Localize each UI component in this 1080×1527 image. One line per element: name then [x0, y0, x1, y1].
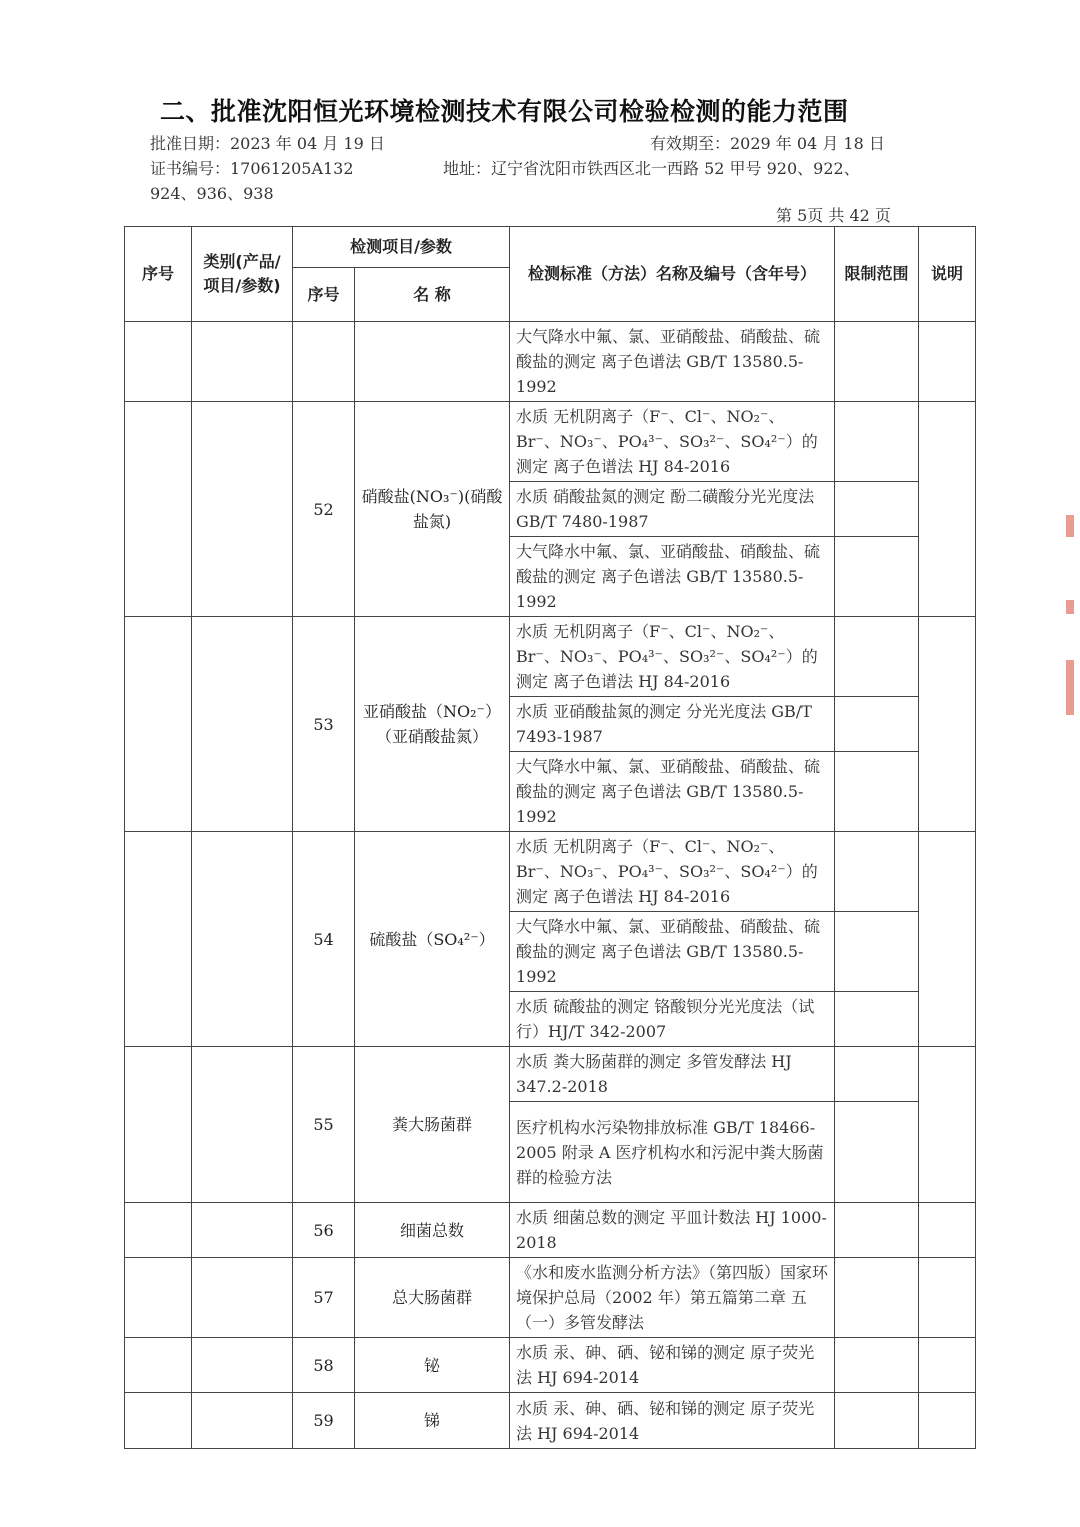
limit-cell — [835, 752, 919, 832]
item-no-cell: 58 — [293, 1338, 355, 1393]
item-no-cell: 56 — [293, 1203, 355, 1258]
note-cell — [919, 402, 976, 617]
standard-cell: 水质 汞、砷、硒、铋和锑的测定 原子荧光法 HJ 694-2014 — [510, 1338, 835, 1393]
item-name-cell: 铋 — [355, 1338, 510, 1393]
standard-cell: 大气降水中氟、氯、亚硝酸盐、硝酸盐、硫酸盐的测定 离子色谱法 GB/T 13580.5-1992 — [510, 912, 835, 992]
header-item-name: 名 称 — [355, 268, 510, 322]
category-cell — [192, 1203, 293, 1258]
category-cell — [192, 402, 293, 617]
stamp-edge-mark — [1066, 660, 1074, 715]
limit-cell — [835, 482, 919, 537]
limit-cell — [835, 912, 919, 992]
standard-cell: 大气降水中氟、氯、亚硝酸盐、硝酸盐、硫酸盐的测定 离子色谱法 GB/T 13580.5-1992 — [510, 537, 835, 617]
note-cell — [919, 832, 976, 1047]
limit-cell — [835, 1338, 919, 1393]
item-name-cell: 细菌总数 — [355, 1203, 510, 1258]
stamp-edge-mark — [1066, 600, 1074, 614]
note-cell — [919, 1258, 976, 1338]
seq-cell — [125, 1338, 192, 1393]
category-cell — [192, 1338, 293, 1393]
note-cell — [919, 322, 976, 402]
seq-cell — [125, 1047, 192, 1203]
category-cell — [192, 832, 293, 1047]
standard-cell: 水质 硝酸盐氮的测定 酚二磺酸分光光度法 GB/T 7480-1987 — [510, 482, 835, 537]
seq-cell — [125, 832, 192, 1047]
limit-cell — [835, 402, 919, 482]
seq-cell — [125, 1258, 192, 1338]
table-row — [125, 322, 976, 402]
standard-cell: 水质 汞、砷、硒、铋和锑的测定 原子荧光法 HJ 694-2014 — [510, 1393, 835, 1449]
item-name-cell: 粪大肠菌群 — [355, 1047, 510, 1203]
table-row — [125, 1203, 976, 1258]
limit-cell — [835, 1047, 919, 1102]
item-name-cell — [355, 322, 510, 402]
table-row — [125, 1047, 976, 1102]
standard-cell: 《水和废水监测分析方法》（第四版）国家环境保护总局（2002 年）第五篇第二章 五（一）多管发酵法 — [510, 1258, 835, 1338]
seq-cell — [125, 617, 192, 832]
note-cell — [919, 1338, 976, 1393]
page-info: 第 5页 共 42 页 — [776, 206, 891, 225]
standard-cell: 水质 无机阴离子（F⁻、Cl⁻、NO₂⁻、Br⁻、NO₃⁻、PO₄³⁻、SO₃²⁻、SO₄²⁻）的测定 离子色谱法 HJ 84-2016 — [510, 402, 835, 482]
item-no-cell: 54 — [293, 832, 355, 1047]
standard-cell: 水质 亚硝酸盐氮的测定 分光光度法 GB/T 7493-1987 — [510, 697, 835, 752]
standard-cell: 水质 无机阴离子（F⁻、Cl⁻、NO₂⁻、Br⁻、NO₃⁻、PO₄³⁻、SO₃²⁻、SO₄²⁻）的测定 离子色谱法 HJ 84-2016 — [510, 617, 835, 697]
limit-cell — [835, 1203, 919, 1258]
category-cell — [192, 1047, 293, 1203]
standard-cell: 大气降水中氟、氯、亚硝酸盐、硝酸盐、硫酸盐的测定 离子色谱法 GB/T 13580.5-1992 — [510, 752, 835, 832]
standard-cell: 水质 粪大肠菌群的测定 多管发酵法 HJ 347.2-2018 — [510, 1047, 835, 1102]
limit-cell — [835, 697, 919, 752]
limit-cell — [835, 992, 919, 1047]
limit-cell — [835, 832, 919, 912]
table-row — [125, 1338, 976, 1393]
standard-cell: 医疗机构水污染物排放标准 GB/T 18466-2005 附录 A 医疗机构水和污泥中粪大肠菌群的检验方法 — [510, 1102, 835, 1203]
table-row — [125, 832, 976, 912]
limit-cell — [835, 1258, 919, 1338]
stamp-edge-mark — [1066, 515, 1074, 537]
item-name-cell: 硫酸盐（SO₄²⁻） — [355, 832, 510, 1047]
table-row — [125, 402, 976, 482]
table-row — [125, 1258, 976, 1338]
category-cell — [192, 617, 293, 832]
limit-cell — [835, 617, 919, 697]
note-cell — [919, 617, 976, 832]
item-name-cell: 硝酸盐(NO₃⁻)(硝酸盐氮) — [355, 402, 510, 617]
seq-cell — [125, 322, 192, 402]
header-item-seq: 序号 — [293, 268, 355, 322]
address-line-1: 地址：辽宁省沈阳市铁西区北一西路 52 甲号 920、922、 — [443, 159, 860, 178]
certificate-number: 证书编号：17061205A132 — [150, 159, 354, 178]
item-no-cell: 52 — [293, 402, 355, 617]
item-no-cell: 55 — [293, 1047, 355, 1203]
seq-cell — [125, 1393, 192, 1449]
limit-cell — [835, 1393, 919, 1449]
item-name-cell: 亚硝酸盐（NO₂⁻）（亚硝酸盐氮） — [355, 617, 510, 832]
table-row — [125, 1393, 976, 1449]
standard-cell: 水质 硫酸盐的测定 铬酸钡分光光度法（试行）HJ/T 342-2007 — [510, 992, 835, 1047]
item-no-cell: 57 — [293, 1258, 355, 1338]
seq-cell — [125, 402, 192, 617]
limit-cell — [835, 1102, 919, 1203]
table-row — [125, 617, 976, 697]
category-cell — [192, 1393, 293, 1449]
note-cell — [919, 1203, 976, 1258]
limit-cell — [835, 322, 919, 402]
category-cell — [192, 322, 293, 402]
header-standard: 检测标准（方法）名称及编号（含年号） — [510, 227, 835, 322]
item-name-cell: 锑 — [355, 1393, 510, 1449]
item-name-cell: 总大肠菌群 — [355, 1258, 510, 1338]
header-item-group: 检测项目/参数 — [293, 227, 510, 268]
header-category: 类别(产品/项目/参数) — [192, 227, 293, 322]
seq-cell — [125, 1203, 192, 1258]
header-note: 说明 — [919, 227, 976, 322]
header-limit: 限制范围 — [835, 227, 919, 322]
limit-cell — [835, 537, 919, 617]
standard-cell: 水质 无机阴离子（F⁻、Cl⁻、NO₂⁻、Br⁻、NO₃⁻、PO₄³⁻、SO₃²⁻、SO₄²⁻）的测定 离子色谱法 HJ 84-2016 — [510, 832, 835, 912]
address-line-2: 924、936、938 — [150, 184, 274, 203]
approval-date: 批准日期：2023 年 04 月 19 日 — [150, 134, 385, 153]
valid-until: 有效期至：2029 年 04 月 18 日 — [650, 134, 885, 153]
page-title: 二、批准沈阳恒光环境检测技术有限公司检验检测的能力范围 — [160, 97, 849, 126]
note-cell — [919, 1047, 976, 1203]
header-seq: 序号 — [125, 227, 192, 322]
standard-cell: 大气降水中氟、氯、亚硝酸盐、硝酸盐、硫酸盐的测定 离子色谱法 GB/T 13580.5-1992 — [510, 322, 835, 402]
standard-cell: 水质 细菌总数的测定 平皿计数法 HJ 1000-2018 — [510, 1203, 835, 1258]
category-cell — [192, 1258, 293, 1338]
item-no-cell: 53 — [293, 617, 355, 832]
item-no-cell: 59 — [293, 1393, 355, 1449]
item-no-cell — [293, 322, 355, 402]
capability-table — [124, 226, 976, 1449]
note-cell — [919, 1393, 976, 1449]
